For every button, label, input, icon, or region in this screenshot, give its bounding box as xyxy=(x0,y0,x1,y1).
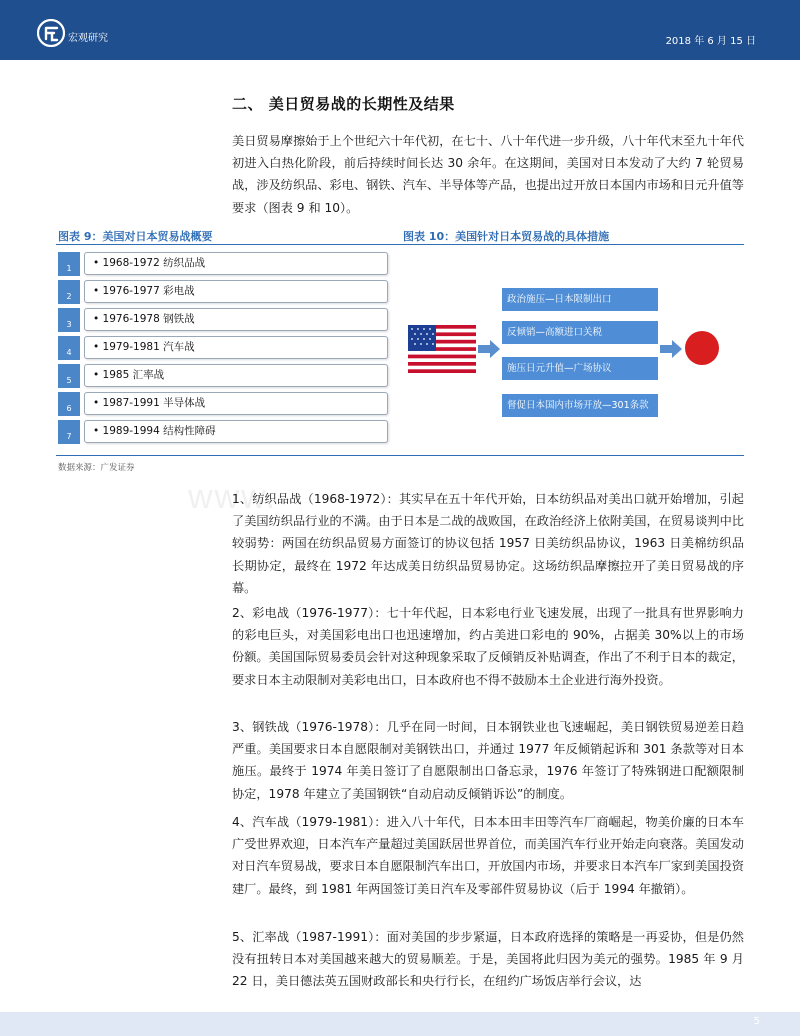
list-item xyxy=(58,308,390,332)
list-item-number: 6 xyxy=(58,392,80,416)
figure-bottom-divider xyxy=(56,455,744,456)
list-item-label: • 1985 汇率战 xyxy=(84,364,388,387)
list-item-label: • 1987-1991 半导体战 xyxy=(84,392,388,415)
list-item xyxy=(58,392,390,416)
watermark: www. xyxy=(188,478,278,516)
list-item-label: • 1976-1977 彩电战 xyxy=(84,280,388,303)
page-number: 5 xyxy=(753,1016,760,1027)
list-item-number: 4 xyxy=(58,336,80,360)
list-item xyxy=(58,336,390,360)
list-item xyxy=(58,364,390,388)
list-item xyxy=(58,252,390,276)
figure9-caption: 图表 9：美国对日本贸易战概要 xyxy=(58,230,213,243)
report-date: 2018 年 6 月 15 日 xyxy=(665,36,756,47)
right-arrow-icon xyxy=(660,340,682,358)
list-item-number: 5 xyxy=(58,364,80,388)
list-item-number: 1 xyxy=(58,252,80,276)
page-footer xyxy=(0,1012,800,1036)
brand-label: 宏观研究 xyxy=(68,33,108,44)
list-item xyxy=(58,280,390,304)
measure-box: 施压日元升值—广场协议 xyxy=(502,357,658,380)
list-item-number: 7 xyxy=(58,420,80,444)
list-item-label: • 1979-1981 汽车战 xyxy=(84,336,388,359)
japan-flag-icon xyxy=(685,331,719,365)
list-item-label: • 1989-1994 结构性障碍 xyxy=(84,420,388,443)
list-item-label: • 1976-1978 钢铁战 xyxy=(84,308,388,331)
measure-box: 反倾销—高额进口关税 xyxy=(502,321,658,344)
paragraph-auto-war: 4、汽车战（1979-1981）：进入八十年代，日本本田丰田等汽车厂商崛起，物美价廉的日本车广受世界欢迎，日本汽车产量超过美国跃居世界首位，而美国汽车行业开始走向衰落。美国发动对日汽车贸易战，要求日本自愿限制汽车出口，开放国内市场，并要求日本汽车厂家到美国投资建厂。最终，到 1981 年两国签订美日汽车及零部件贸易协议（后于 1994 年撤销）。 xyxy=(232,815,744,896)
list-item-number: 3 xyxy=(58,308,80,332)
page-header xyxy=(0,0,800,60)
measure-box: 督促日本国内市场开放—301条款 xyxy=(502,394,658,417)
section-title: 二、 美日贸易战的长期性及结果 xyxy=(232,95,455,113)
paragraph-currency-war: 5、汇率战（1987-1991）：面对美国的步步紧逼，日本政府选择的策略是一再妥协，但是仍然没有扭转日本对美国越来越大的贸易顺差。于是，美国将此归因为美元的强势。1985 年 9 月 22 日，美日德法英五国财政部长和央行行长，在纽约广场饭店举行会议，达 xyxy=(232,930,744,989)
intro-paragraph: 美日贸易摩擦始于上个世纪六十年代初，在七十、八十年代进一步升级，八十年代末至九十年代初进入白热化阶段，前后持续时间长达 30 余年。在这期间，美国对日本发动了大约 7 轮贸易战，涉及纺织品、彩电、钢铁、汽车、半导体等产品，也提出过开放日本国内市场和日元升值等要求（图表 9 和 10）。 xyxy=(232,134,744,215)
data-source: 数据来源：广发证券 xyxy=(58,463,135,473)
figure10-caption: 图表 10：美国针对日本贸易战的具体措施 xyxy=(403,230,610,243)
paragraph-steel-war: 3、钢铁战（1976-1978）：几乎在同一时间，日本钢铁业也飞速崛起，美日钢铁贸易逆差日趋严重。美国要求日本自愿限制对美钢铁出口，并通过 1977 年反倾销起诉和 301 条款等对日本施压。最终于 1974 年美日签订了自愿限制出口备忘录，1976 年签订了特殊钢进口配额限制协定，1978 年建立了美国钢铁“自动启动反倾销诉讼”的制度。 xyxy=(232,720,744,801)
measure-box: 政治施压—日本限制出口 xyxy=(502,288,658,311)
list-item-label: • 1968-1972 纺织品战 xyxy=(84,252,388,275)
left-arrow-icon xyxy=(478,340,500,358)
list-item-number: 2 xyxy=(58,280,80,304)
gf-securities-logo-icon xyxy=(37,19,65,47)
list-item xyxy=(58,420,390,444)
paragraph-tv-war: 2、彩电战（1976-1977）：七十年代起，日本彩电行业飞速发展，出现了一批具有世界影响力的彩电巨头，对美国彩电出口也迅速增加，约占美进口彩电的 90%，占据美 30%以上的市场份额。美国国际贸易委员会针对这种现象采取了反倾销反补贴调查，作出了不利于日本的裁定，要求日本主动限制对美彩电出口，日本政府也不得不鼓励本土企业进行海外投资。 xyxy=(232,606,744,687)
figure-top-divider xyxy=(56,244,744,245)
paragraph-textile-war: 1、纺织品战（1968-1972）：其实早在五十年代开始，日本纺织品对美出口就开始增加，引起了美国纺织品行业的不满。由于日本是二战的战败国，在政治经济上依附美国，在贸易谈判中比较弱势：两国在纺织品贸易方面签订的协议包括 1957 日美纺织品协议，1963 日美棉纺织品长期协定，最终在 1972 年达成美日纺织品贸易协定。这场纺织品摩擦拉开了美日贸易战的序幕。 xyxy=(232,492,744,595)
us-flag-icon xyxy=(408,325,476,373)
